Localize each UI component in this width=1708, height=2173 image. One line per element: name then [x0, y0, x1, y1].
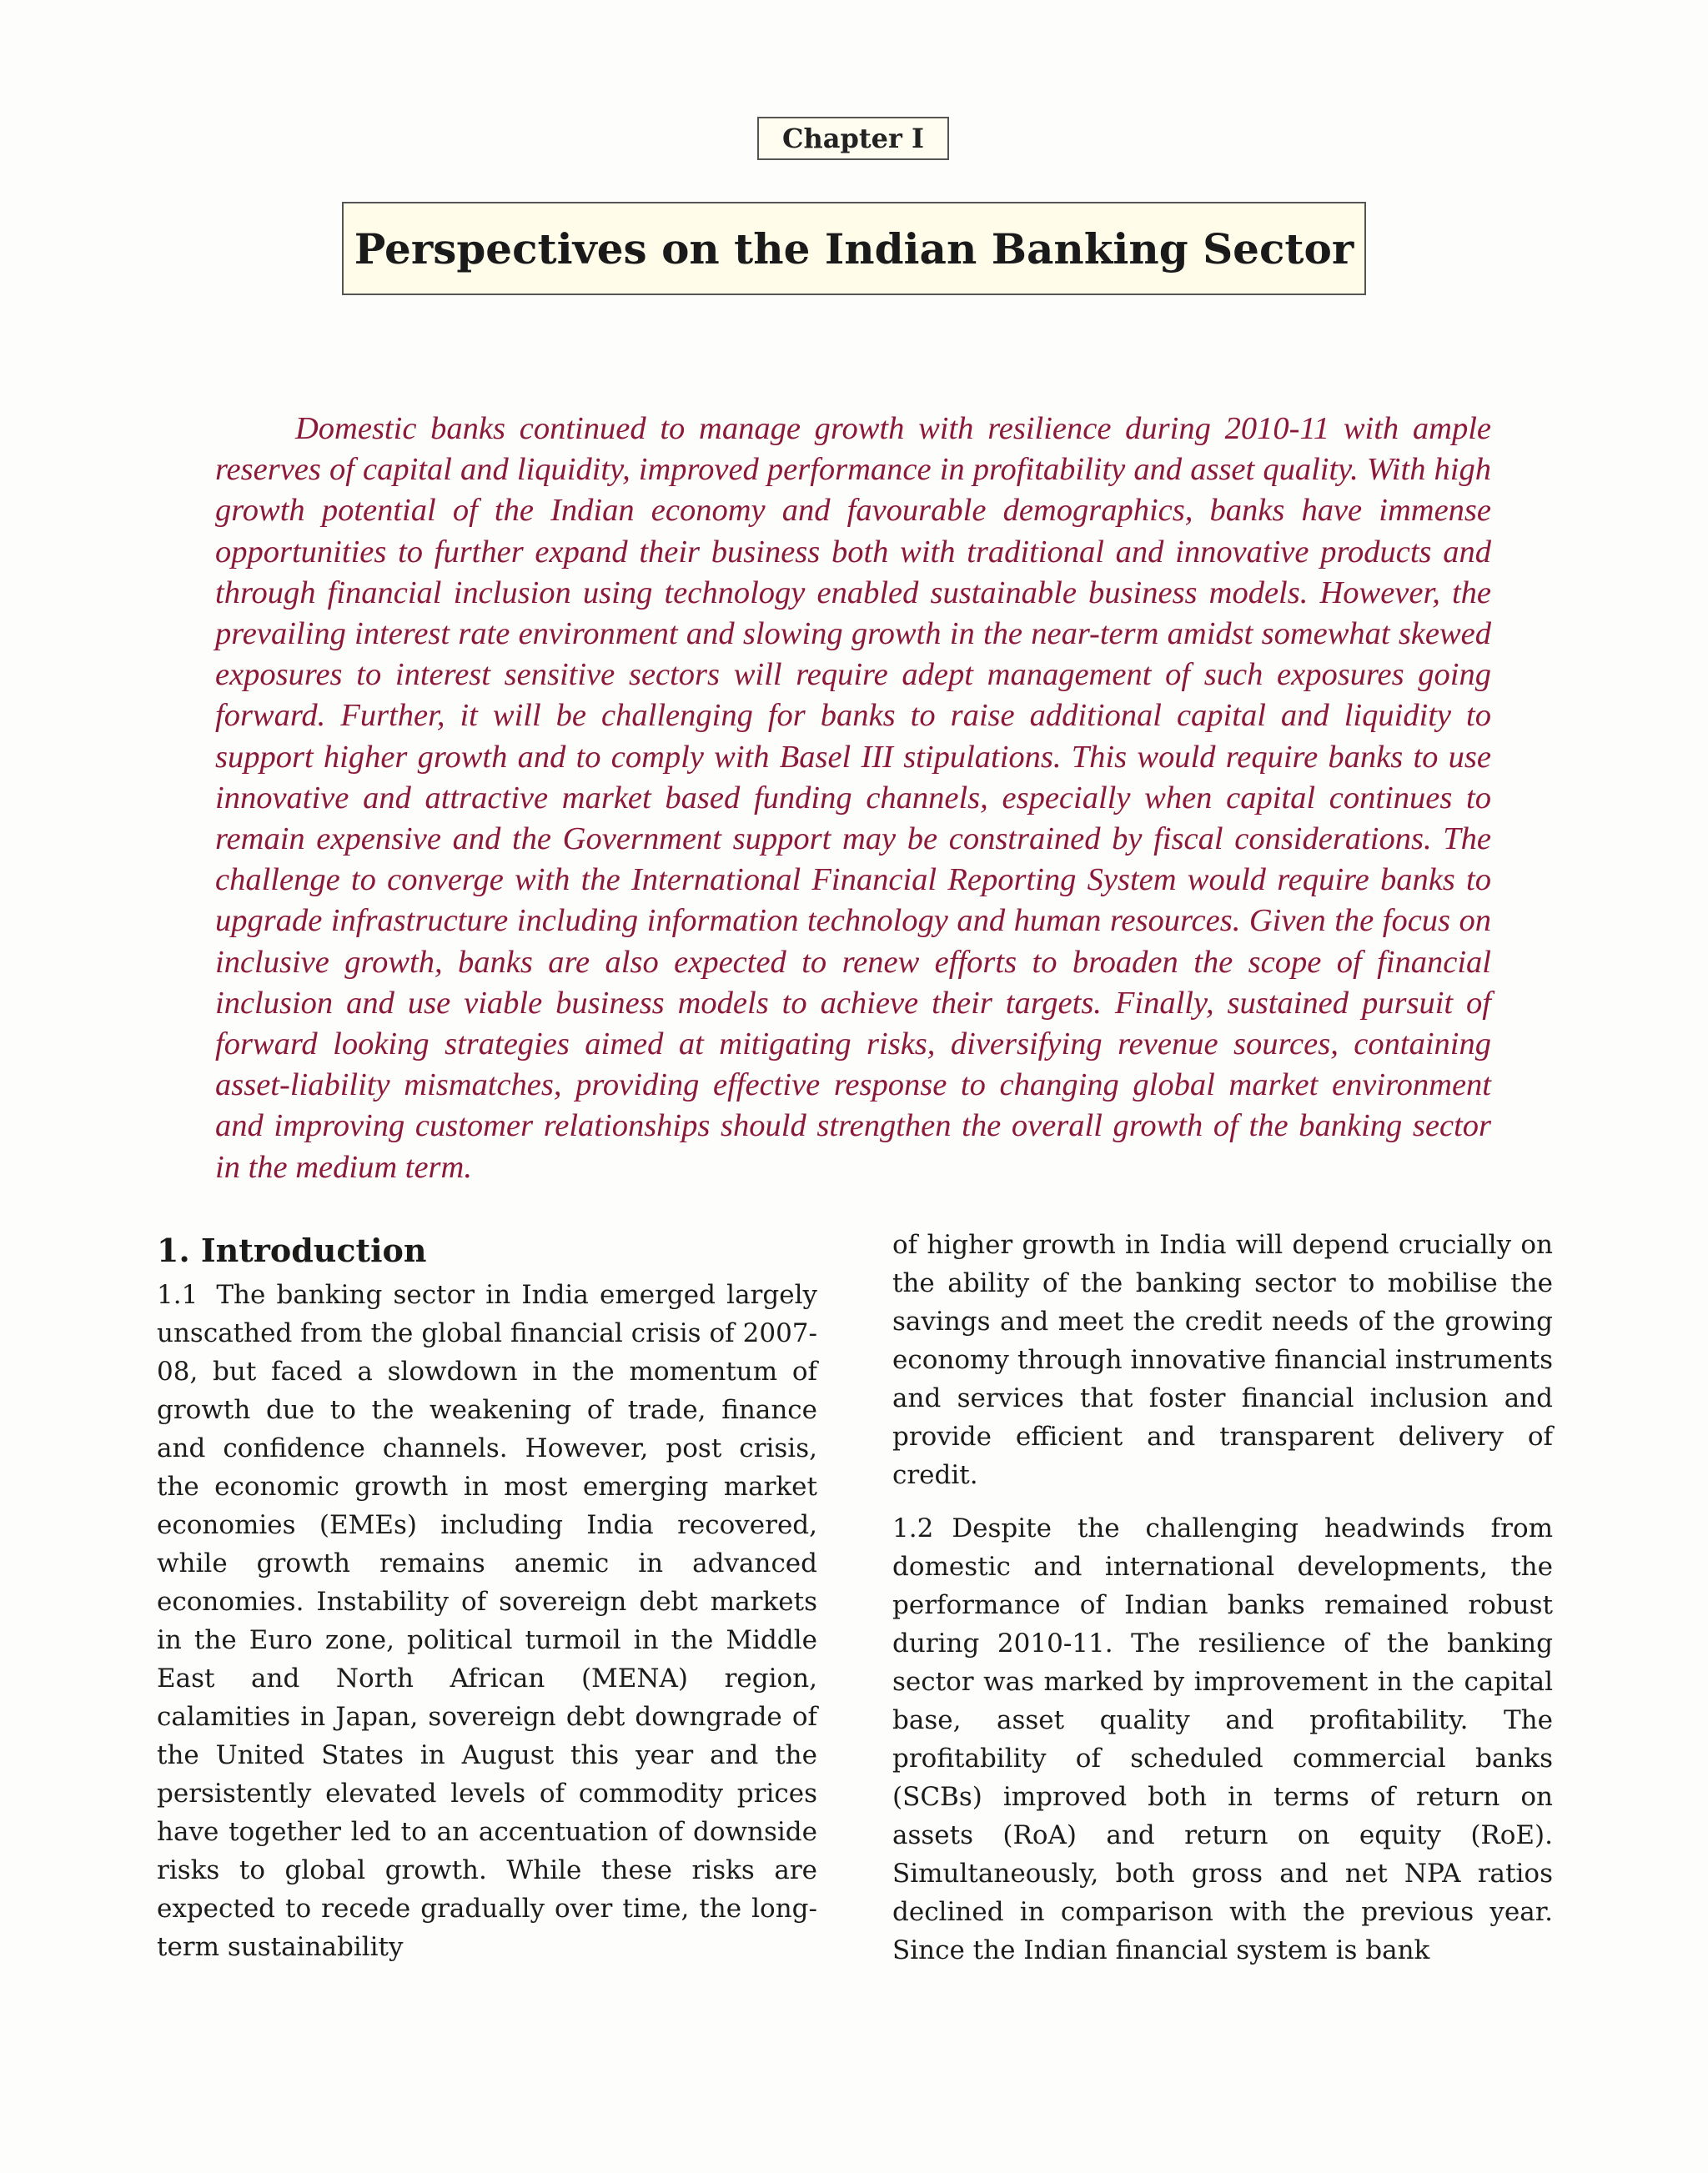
chapter-label: Chapter I — [757, 117, 949, 160]
chapter-abstract: Domestic banks continued to manage growth with resilience during 2010-11 with ample reserves of capital and liquidity, improved performance in profitability and asset quality. With high growth potential of the Indian economy and favourable demographics, banks have immense opportunities to further expand their business both with traditional and innovative products and through financial inclusion using technology enabled sustainable business models. However, the prevailing interest rate environment and slowing growth in the near-term amidst somewhat skewed exposures to interest sensitive sectors will require adept management of such exposures going forward. Further, it will be challenging for banks to raise additional capital and liquidity to support higher growth and to comply with Basel III stipulations. This would require banks to use innovative and attractive market based funding channels, especially when capital continues to remain expensive and the Government support may be constrained by fiscal considerations. The challenge to converge with the International Financial Reporting System would require banks to upgrade infrastructure including information technology and human resources. Given the focus on inclusive growth, banks are also expected to renew efforts to broaden the scope of financial inclusion and use viable business models to achieve their targets. Finally, sustained pursuit of forward looking strategies aimed at mitigating risks, diversifying revenue sources, containing asset-liability mismatches, providing effective response to changing global market environment and improving customer relationships should strengthen the overall growth of the banking sector in the medium term. — [215, 411, 1491, 1185]
paragraph-1-2 — [892, 1509, 1553, 1970]
paragraph-number: 1.2 — [892, 1513, 934, 1543]
right-column — [892, 1226, 1553, 1985]
paragraph-1-1-continued: of higher growth in India will depend crucially on the ability of the banking sector to mobilise the savings and meet the credit needs of the growing economy through innovative financial instruments and services that foster financial inclusion and provide efficient and transparent delivery of credit. — [892, 1230, 1553, 1490]
section-heading: 1. Introduction — [157, 1232, 427, 1269]
paragraph-text: Despite the challenging headwinds from domestic and international developments, the performance of Indian banks remained robust during 2010-11. The resilience of the banking sector was marked by improvement in the capital base, asset quality and profitability. The profitability of scheduled commercial banks (SCBs) improved both in terms of return on assets (RoA) and return on equity (RoE). Simultaneously, both gross and net NPA ratios declined in comparison with the previous year. Since the Indian financial system is bank — [892, 1513, 1553, 1965]
paragraph-number: 1.1 — [157, 1280, 198, 1310]
paragraph-1-1 — [157, 1276, 817, 1966]
paragraph-text: The banking sector in India emerged largely unscathed from the global financial crisis of 2007-08, but faced a slowdown in the momentum of growth due to the weakening of trade, finance and confidence channels. However, post crisis, the economic growth in most emerging market economies (EMEs) including India recovered, while growth remains anemic in advanced economies. Instability of sovereign debt markets in the Euro zone, political turmoil in the Middle East and North African (MENA) region, calamities in Japan, sovereign debt downgrade of the United States in August this year and the persistently elevated levels of commodity prices have together led to an accentuation of downside risks to global growth. While these risks are expected to recede gradually over time, the long-term sustainability — [157, 1280, 817, 1962]
page-title: Perspectives on the Indian Banking Sector — [342, 202, 1366, 295]
left-column — [157, 1226, 817, 1981]
